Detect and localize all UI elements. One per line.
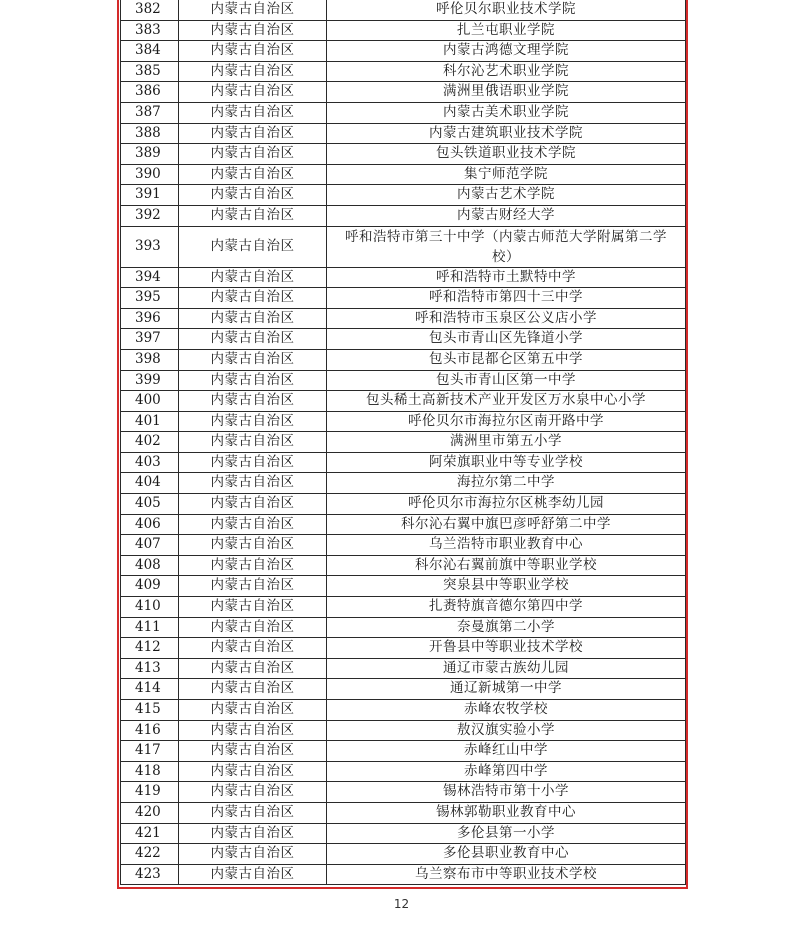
- region-cell: 内蒙古自治区: [179, 82, 327, 103]
- table-row: [121, 185, 686, 206]
- table-row: [121, 473, 686, 494]
- table-row: [121, 411, 686, 432]
- row-number-cell: 395: [121, 288, 179, 309]
- region-cell: 内蒙古自治区: [179, 308, 327, 329]
- region-cell: 内蒙古自治区: [179, 494, 327, 515]
- region-cell: 内蒙古自治区: [179, 20, 327, 41]
- school-name-cell: 呼和浩特市土默特中学: [327, 267, 686, 288]
- region-cell: 内蒙古自治区: [179, 782, 327, 803]
- region-cell: 内蒙古自治区: [179, 102, 327, 123]
- table-row: [121, 370, 686, 391]
- page-number: 12: [393, 897, 410, 911]
- row-number-cell: 384: [121, 41, 179, 62]
- region-cell: 内蒙古自治区: [179, 61, 327, 82]
- school-name-cell: 内蒙古美术职业学院: [327, 102, 686, 123]
- row-number-cell: 386: [121, 82, 179, 103]
- school-list-table: [120, 0, 686, 885]
- row-number-cell: 423: [121, 864, 179, 885]
- table-row: [121, 20, 686, 41]
- school-name-cell: 多伦县第一小学: [327, 823, 686, 844]
- row-number-cell: 415: [121, 700, 179, 721]
- region-cell: 内蒙古自治区: [179, 267, 327, 288]
- region-cell: 内蒙古自治区: [179, 679, 327, 700]
- table-row: [121, 494, 686, 515]
- region-cell: 内蒙古自治区: [179, 0, 327, 20]
- region-cell: 内蒙古自治区: [179, 617, 327, 638]
- row-number-cell: 397: [121, 329, 179, 350]
- row-number-cell: 416: [121, 720, 179, 741]
- school-name-cell: 包头市青山区先锋道小学: [327, 329, 686, 350]
- region-cell: 内蒙古自治区: [179, 844, 327, 865]
- region-cell: 内蒙古自治区: [179, 144, 327, 165]
- school-name-cell: 乌兰察布市中等职业技术学校: [327, 864, 686, 885]
- school-name-cell: 包头市昆都仑区第五中学: [327, 349, 686, 370]
- table-row: [121, 226, 686, 267]
- row-number-cell: 393: [121, 226, 179, 267]
- row-number-cell: 385: [121, 61, 179, 82]
- table-row: [121, 82, 686, 103]
- row-number-cell: 408: [121, 555, 179, 576]
- region-cell: 内蒙古自治区: [179, 864, 327, 885]
- school-name-cell: 呼和浩特市第三十中学（内蒙古师范大学附属第二学校）: [327, 226, 686, 267]
- row-number-cell: 410: [121, 597, 179, 618]
- table-row: [121, 102, 686, 123]
- table-row: [121, 452, 686, 473]
- school-name-cell: 内蒙古财经大学: [327, 205, 686, 226]
- table-row: [121, 41, 686, 62]
- row-number-cell: 412: [121, 638, 179, 659]
- school-name-cell: 包头铁道职业技术学院: [327, 144, 686, 165]
- region-cell: 内蒙古自治区: [179, 411, 327, 432]
- region-cell: 内蒙古自治区: [179, 638, 327, 659]
- region-cell: 内蒙古自治区: [179, 432, 327, 453]
- school-name-cell: 多伦县职业教育中心: [327, 844, 686, 865]
- region-cell: 内蒙古自治区: [179, 288, 327, 309]
- region-cell: 内蒙古自治区: [179, 452, 327, 473]
- table-row: [121, 658, 686, 679]
- school-name-cell: 内蒙古建筑职业技术学院: [327, 123, 686, 144]
- row-number-cell: 392: [121, 205, 179, 226]
- row-number-cell: 390: [121, 164, 179, 185]
- school-name-cell: 呼伦贝尔市海拉尔区南开路中学: [327, 411, 686, 432]
- table-row: [121, 535, 686, 556]
- row-number-cell: 422: [121, 844, 179, 865]
- table-row: [121, 782, 686, 803]
- table-row: [121, 329, 686, 350]
- table-row: [121, 617, 686, 638]
- row-number-cell: 420: [121, 802, 179, 823]
- row-number-cell: 387: [121, 102, 179, 123]
- row-number-cell: 411: [121, 617, 179, 638]
- table-row: [121, 514, 686, 535]
- table-row: [121, 144, 686, 165]
- table-row: [121, 555, 686, 576]
- region-cell: 内蒙古自治区: [179, 123, 327, 144]
- school-name-cell: 科尔沁右翼前旗中等职业学校: [327, 555, 686, 576]
- school-name-cell: 呼和浩特市第四十三中学: [327, 288, 686, 309]
- table-row: [121, 308, 686, 329]
- table-row: [121, 638, 686, 659]
- school-name-cell: 锡林浩特市第十小学: [327, 782, 686, 803]
- row-number-cell: 406: [121, 514, 179, 535]
- region-cell: 内蒙古自治区: [179, 761, 327, 782]
- row-number-cell: 405: [121, 494, 179, 515]
- region-cell: 内蒙古自治区: [179, 535, 327, 556]
- row-number-cell: 388: [121, 123, 179, 144]
- region-cell: 内蒙古自治区: [179, 741, 327, 762]
- school-name-cell: 赤峰第四中学: [327, 761, 686, 782]
- region-cell: 内蒙古自治区: [179, 514, 327, 535]
- row-number-cell: 401: [121, 411, 179, 432]
- table-row: [121, 432, 686, 453]
- region-cell: 内蒙古自治区: [179, 349, 327, 370]
- row-number-cell: 382: [121, 0, 179, 20]
- table-row: [121, 802, 686, 823]
- school-name-cell: 包头市青山区第一中学: [327, 370, 686, 391]
- school-name-cell: 满洲里市第五小学: [327, 432, 686, 453]
- school-name-cell: 突泉县中等职业学校: [327, 576, 686, 597]
- table-row: [121, 391, 686, 412]
- school-name-cell: 扎兰屯职业学院: [327, 20, 686, 41]
- row-number-cell: 407: [121, 535, 179, 556]
- school-name-cell: 内蒙古艺术学院: [327, 185, 686, 206]
- table-row: [121, 267, 686, 288]
- region-cell: 内蒙古自治区: [179, 391, 327, 412]
- row-number-cell: 417: [121, 741, 179, 762]
- school-name-cell: 开鲁县中等职业技术学校: [327, 638, 686, 659]
- school-name-cell: 内蒙古鸿德文理学院: [327, 41, 686, 62]
- row-number-cell: 400: [121, 391, 179, 412]
- row-number-cell: 402: [121, 432, 179, 453]
- table-body: [121, 0, 686, 885]
- school-name-cell: 呼和浩特市玉泉区公义店小学: [327, 308, 686, 329]
- row-number-cell: 394: [121, 267, 179, 288]
- table-row: [121, 0, 686, 20]
- table-row: [121, 844, 686, 865]
- school-name-cell: 集宁师范学院: [327, 164, 686, 185]
- school-name-cell: 呼伦贝尔职业技术学院: [327, 0, 686, 20]
- region-cell: 内蒙古自治区: [179, 164, 327, 185]
- school-name-cell: 乌兰浩特市职业教育中心: [327, 535, 686, 556]
- school-name-cell: 阿荣旗职业中等专业学校: [327, 452, 686, 473]
- table-row: [121, 576, 686, 597]
- table-row: [121, 164, 686, 185]
- table-row: [121, 349, 686, 370]
- region-cell: 内蒙古自治区: [179, 185, 327, 206]
- row-number-cell: 403: [121, 452, 179, 473]
- table-row: [121, 741, 686, 762]
- region-cell: 内蒙古自治区: [179, 802, 327, 823]
- table-row: [121, 679, 686, 700]
- row-number-cell: 396: [121, 308, 179, 329]
- region-cell: 内蒙古自治区: [179, 597, 327, 618]
- school-name-cell: 呼伦贝尔市海拉尔区桃李幼儿园: [327, 494, 686, 515]
- school-name-cell: 海拉尔第二中学: [327, 473, 686, 494]
- school-name-cell: 科尔沁右翼中旗巴彦呼舒第二中学: [327, 514, 686, 535]
- table-row: [121, 823, 686, 844]
- row-number-cell: 409: [121, 576, 179, 597]
- school-name-cell: 扎赉特旗音德尔第四中学: [327, 597, 686, 618]
- table-row: [121, 288, 686, 309]
- table-row: [121, 761, 686, 782]
- school-name-cell: 赤峰红山中学: [327, 741, 686, 762]
- row-number-cell: 398: [121, 349, 179, 370]
- row-number-cell: 404: [121, 473, 179, 494]
- school-name-cell: 赤峰农牧学校: [327, 700, 686, 721]
- row-number-cell: 391: [121, 185, 179, 206]
- region-cell: 内蒙古自治区: [179, 473, 327, 494]
- table-row: [121, 720, 686, 741]
- row-number-cell: 421: [121, 823, 179, 844]
- row-number-cell: 414: [121, 679, 179, 700]
- table-row: [121, 700, 686, 721]
- school-name-cell: 敖汉旗实验小学: [327, 720, 686, 741]
- row-number-cell: 399: [121, 370, 179, 391]
- table-row: [121, 864, 686, 885]
- row-number-cell: 389: [121, 144, 179, 165]
- region-cell: 内蒙古自治区: [179, 658, 327, 679]
- table-row: [121, 597, 686, 618]
- region-cell: 内蒙古自治区: [179, 720, 327, 741]
- region-cell: 内蒙古自治区: [179, 226, 327, 267]
- school-name-cell: 科尔沁艺术职业学院: [327, 61, 686, 82]
- table-row: [121, 123, 686, 144]
- region-cell: 内蒙古自治区: [179, 41, 327, 62]
- row-number-cell: 383: [121, 20, 179, 41]
- region-cell: 内蒙古自治区: [179, 576, 327, 597]
- school-name-cell: 包头稀土高新技术产业开发区万水泉中心小学: [327, 391, 686, 412]
- region-cell: 内蒙古自治区: [179, 370, 327, 391]
- school-name-cell: 通辽市蒙古族幼儿园: [327, 658, 686, 679]
- highlighted-table-region: [117, 0, 688, 889]
- school-name-cell: 满洲里俄语职业学院: [327, 82, 686, 103]
- table-row: [121, 205, 686, 226]
- region-cell: 内蒙古自治区: [179, 823, 327, 844]
- table-row: [121, 61, 686, 82]
- school-name-cell: 锡林郭勒职业教育中心: [327, 802, 686, 823]
- region-cell: 内蒙古自治区: [179, 329, 327, 350]
- region-cell: 内蒙古自治区: [179, 205, 327, 226]
- school-name-cell: 奈曼旗第二小学: [327, 617, 686, 638]
- row-number-cell: 413: [121, 658, 179, 679]
- row-number-cell: 419: [121, 782, 179, 803]
- region-cell: 内蒙古自治区: [179, 700, 327, 721]
- row-number-cell: 418: [121, 761, 179, 782]
- school-name-cell: 通辽新城第一中学: [327, 679, 686, 700]
- region-cell: 内蒙古自治区: [179, 555, 327, 576]
